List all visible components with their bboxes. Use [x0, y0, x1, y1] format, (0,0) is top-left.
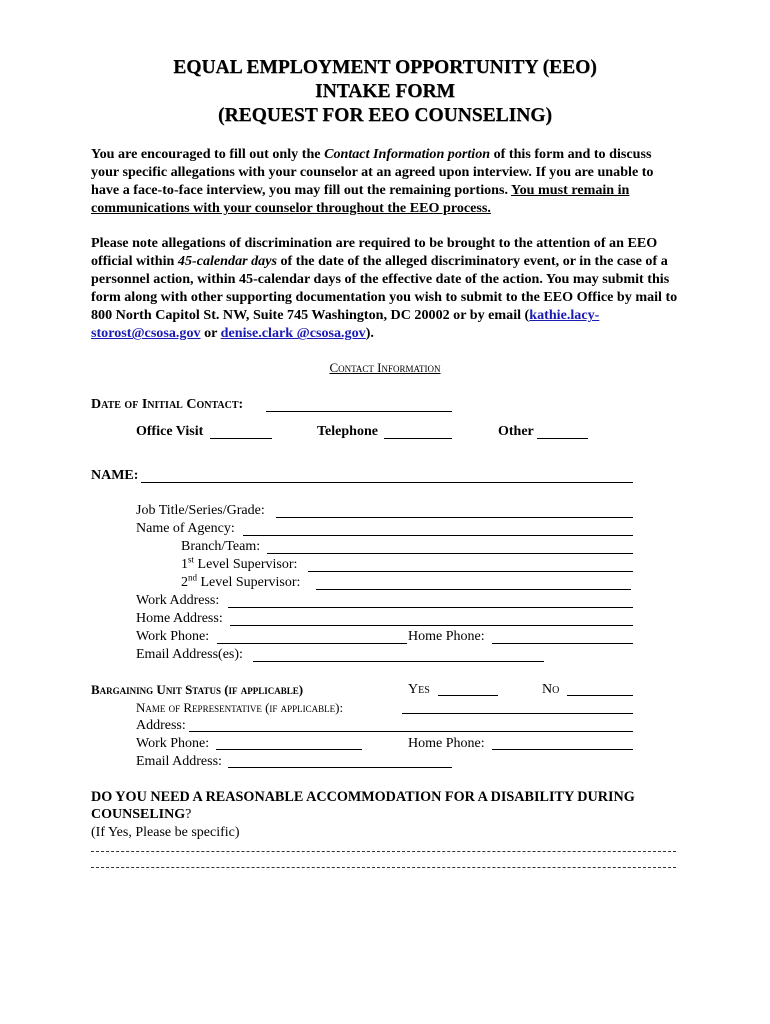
accommodation-question-line-2: COUNSELING?	[91, 807, 192, 822]
representative-home-phone-field[interactable]	[492, 749, 633, 750]
office-visit-label: Office Visit	[136, 424, 204, 439]
representative-home-phone-label: Home Phone:	[408, 736, 485, 751]
first-level-supervisor-field[interactable]	[308, 571, 633, 572]
second-level-supervisor-label: 2nd Level Supervisor:	[181, 572, 301, 590]
accommodation-answer-line-2[interactable]	[91, 867, 676, 868]
bargaining-unit-status-label: Bargaining Unit Status (if applicable)	[91, 682, 304, 697]
second-level-supervisor-field[interactable]	[316, 589, 631, 590]
accommodation-answer-line-1[interactable]	[91, 851, 676, 852]
intro-paragraph: You are encouraged to fill out only the Contact Information portion of this form and to discuss your specific allegations with your counselor at an agreed upon interview. If you are unable to have a face-to-face interview, you may fill out the remaining portions. You must remain in communications with your counselor throughout the EEO process.	[91, 146, 654, 217]
name-field[interactable]	[141, 482, 633, 483]
form-title-line-2: INTAKE FORM	[315, 81, 455, 102]
representative-work-phone-field[interactable]	[216, 749, 362, 750]
first-level-supervisor-label: 1st Level Supervisor:	[181, 554, 298, 572]
accommodation-hint: (If Yes, Please be specific)	[91, 825, 240, 840]
representative-email-field[interactable]	[228, 767, 452, 768]
name-label: NAME:	[91, 468, 139, 483]
representative-address-label: Address:	[136, 718, 186, 733]
contact-info-emphasis: Contact Information portion	[324, 146, 491, 162]
form-title-line-1: EQUAL EMPLOYMENT OPPORTUNITY (EEO)	[173, 57, 597, 78]
email-link-lacy-storost[interactable]: kathie.lacy-storost@csosa.gov	[91, 307, 600, 342]
home-phone-label: Home Phone:	[408, 629, 485, 644]
agency-label: Name of Agency:	[136, 521, 235, 536]
date-initial-contact-label: Date of Initial Contact:	[91, 397, 244, 412]
agency-field[interactable]	[243, 535, 633, 536]
work-phone-field[interactable]	[217, 643, 407, 644]
branch-team-label: Branch/Team:	[181, 539, 261, 554]
telephone-label: Telephone	[317, 424, 378, 439]
representative-name-label: Name of Representative (if applicable):	[136, 700, 344, 715]
email-link-clark[interactable]: denise.clark @csosa.gov	[220, 325, 366, 342]
contact-information-heading: Contact Information	[329, 360, 441, 375]
email-addresses-field[interactable]	[253, 661, 544, 662]
home-phone-field[interactable]	[492, 643, 633, 644]
representative-address-field[interactable]	[189, 731, 633, 732]
form-title-line-3: (REQUEST FOR EEO COUNSELING)	[218, 105, 552, 126]
job-title-label: Job Title/Series/Grade:	[136, 503, 265, 518]
representative-email-label: Email Address:	[136, 754, 222, 769]
deadline-emphasis: 45-calendar days	[177, 253, 277, 270]
bargaining-no-field[interactable]	[567, 695, 633, 696]
home-address-label: Home Address:	[136, 611, 223, 626]
date-initial-contact-field[interactable]	[266, 411, 452, 412]
communication-requirement: You must remain in communications with your counselor throughout the EEO process.	[91, 182, 630, 217]
bargaining-yes-label: Yes	[408, 682, 430, 697]
bargaining-no-label: No	[542, 682, 560, 697]
representative-name-field[interactable]	[402, 713, 633, 714]
deadline-paragraph: Please note allegations of discrimination are required to be brought to the attention of an EEO official within 45-calendar days of the date of the alleged discriminatory event, or in the case of a personnel action, within 45-calendar days of the effective date of the action. You may submit this form along with other supporting documentation you wish to submit to the EEO Office by mail to 800 North Capitol St. NW, Suite 745 Washington, DC 20002 or by email (kathie.lacy-storost@csosa.gov or denise.clark @csosa.gov).	[91, 235, 678, 342]
email-addresses-label: Email Address(es):	[136, 647, 243, 662]
office-visit-field[interactable]	[210, 438, 272, 439]
other-label: Other	[498, 424, 534, 439]
work-address-field[interactable]	[228, 607, 633, 608]
representative-work-phone-label: Work Phone:	[136, 736, 210, 751]
telephone-field[interactable]	[384, 438, 452, 439]
bargaining-yes-field[interactable]	[438, 695, 498, 696]
other-field[interactable]	[537, 438, 588, 439]
branch-team-field[interactable]	[267, 553, 633, 554]
accommodation-question-line-1: DO YOU NEED A REASONABLE ACCOMMODATION FOR A DISABILITY DURING	[91, 789, 635, 805]
work-phone-label: Work Phone:	[136, 629, 210, 644]
job-title-field[interactable]	[276, 517, 633, 518]
home-address-field[interactable]	[230, 625, 633, 626]
work-address-label: Work Address:	[136, 593, 220, 608]
